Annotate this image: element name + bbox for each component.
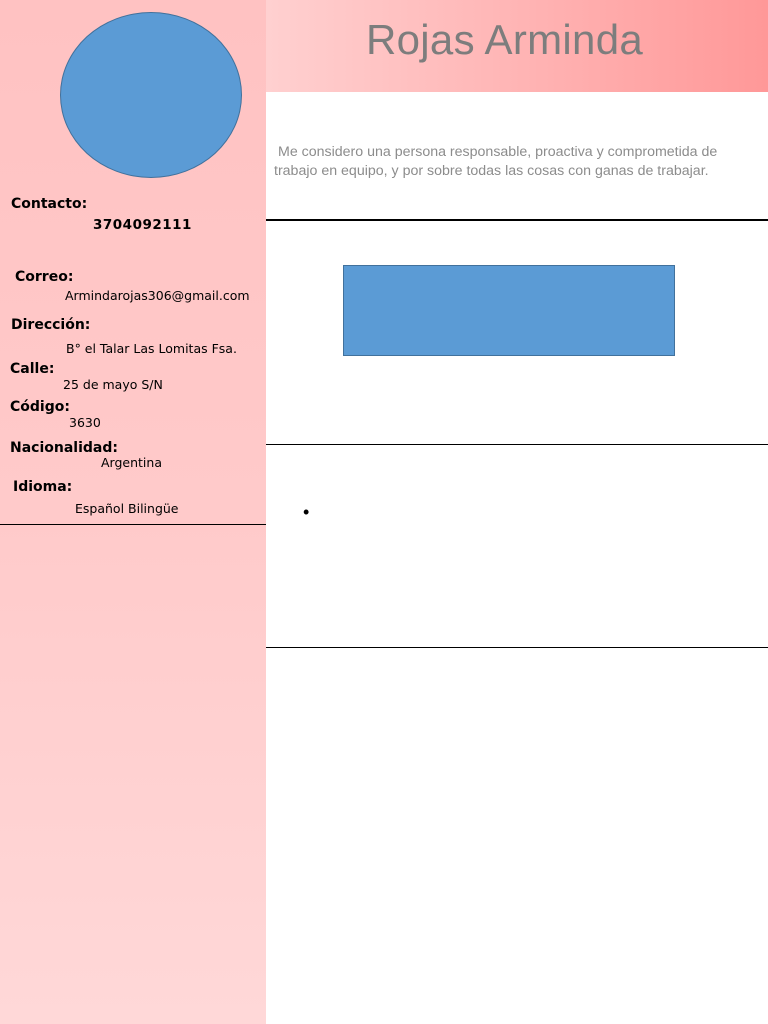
address-value: B° el Talar Las Lomitas Fsa. [66, 341, 237, 356]
language-label: Idioma: [13, 479, 73, 495]
profile-photo-placeholder [60, 12, 242, 178]
language-value: Español Bilingüe [75, 501, 179, 516]
email-value: Armindarojas306@gmail.com [65, 288, 250, 303]
postal-code-label: Código: [10, 399, 70, 415]
contact-phone: 3704092111 [93, 217, 192, 233]
street-label: Calle: [10, 361, 55, 377]
section-divider [266, 219, 768, 221]
sidebar-divider [0, 524, 266, 525]
profile-summary: Me considero una persona responsable, proactiva y comprometida de trabajo en equipo, y por sobre todas las cosas con ganas de trabajar. [274, 144, 718, 179]
contact-label: Contacto: [11, 196, 88, 212]
address-label: Dirección: [11, 317, 91, 333]
street-value: 25 de mayo S/N [63, 377, 163, 392]
email-label: Correo: [15, 269, 74, 285]
nationality-label: Nacionalidad: [10, 440, 118, 456]
section-divider [266, 444, 768, 445]
nationality-value: Argentina [101, 455, 162, 470]
section-divider [266, 647, 768, 648]
postal-code-value: 3630 [69, 415, 101, 430]
section-heading-box [343, 265, 675, 356]
page-title: Rojas Arminda [366, 16, 644, 63]
bullet-point: • [303, 502, 310, 522]
